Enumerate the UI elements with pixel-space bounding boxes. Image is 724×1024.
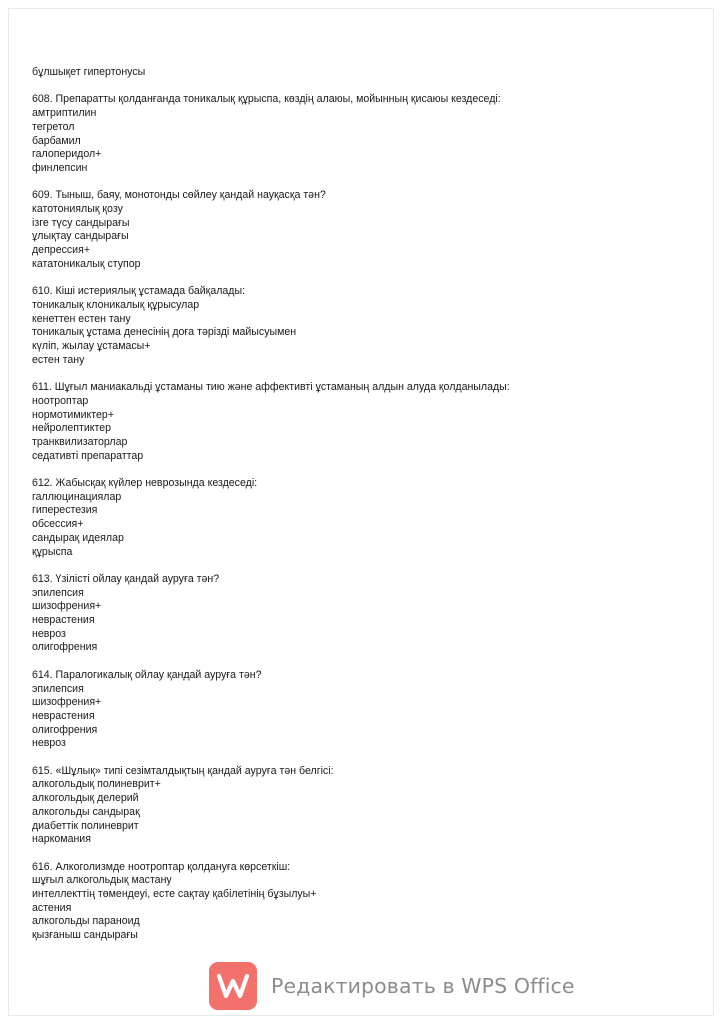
answer-option: алкогольдық делерий	[32, 792, 139, 805]
answer-option: ноотроптар	[32, 394, 89, 407]
question-block	[32, 765, 702, 847]
top-line: бұлшықет гипертонусы	[32, 66, 146, 78]
answer-option: ізге түсу сандырағы	[32, 216, 130, 229]
answer-option: катотониялық қозу	[32, 203, 123, 215]
answer-option: эпилепсия	[32, 682, 84, 695]
question-block	[32, 573, 702, 655]
question-text: 615. «Шұлық» типі сезімталдықтың қандай ауруға тән белгісі:	[32, 764, 334, 777]
answer-option: нормотимиктер+	[32, 408, 115, 421]
question-text: 609. Тыныш, баяу, монотонды сөйлеу қандай науқасқа тән?	[32, 189, 326, 202]
answer-option: интеллекттің төмендеуі, есте сақтау қабілетінің бұзылуы+	[32, 888, 317, 901]
answer-option: диабеттік полиневрит	[32, 819, 139, 832]
answer-option: гиперестезия	[32, 504, 98, 517]
answer-option: неврастения	[32, 614, 95, 627]
answer-option: тоникалық клоникалық құрысулар	[32, 298, 200, 311]
answer-option: күліп, жылау ұстамасы+	[32, 340, 151, 353]
question-block	[32, 285, 702, 367]
answer-option: амтриптилин	[32, 107, 97, 120]
document-body	[32, 66, 702, 943]
answer-option: алкогольды параноид	[32, 915, 140, 928]
answer-option: эпилепсия	[32, 586, 84, 599]
question-text: 616. Алкоголизмде ноотроптар қолдануға көрсеткіш:	[32, 860, 291, 873]
question-text: 610. Кіші истериялық ұстамада байқалады:	[32, 285, 246, 298]
answer-option: алкогольды сандырақ	[32, 805, 140, 818]
answer-option: қызғаныш сандырағы	[32, 929, 138, 942]
wps-edit-label: Редактировать в WPS Office	[271, 974, 575, 998]
answer-option: неврастения	[32, 709, 95, 722]
answer-option: финлепсин	[32, 161, 88, 174]
question-block	[32, 381, 702, 463]
answer-option: шизофрения+	[32, 600, 102, 613]
answer-option: естен тану	[32, 353, 85, 366]
answer-option: депрессия+	[32, 244, 91, 257]
answer-option: кататоникалық ступор	[32, 257, 141, 270]
question-block	[32, 861, 702, 943]
answer-option: обсессия+	[32, 518, 84, 531]
answer-option: невроз	[32, 627, 66, 640]
wps-w-icon	[216, 971, 250, 1001]
answer-option: ұлықтау сандырағы	[32, 230, 129, 243]
answer-option: олигофрения	[32, 641, 98, 654]
wps-edit-banner[interactable]	[209, 960, 575, 1012]
question-block	[32, 669, 702, 751]
question-text: 613. Үзілісті ойлау қандай ауруға тән?	[32, 572, 220, 585]
answer-option: невроз	[32, 737, 66, 750]
answer-option: тоникалық ұстама денесінің доға тәрізді майысуымен	[32, 326, 297, 339]
answer-option: транквилизаторлар	[32, 435, 128, 448]
answer-option: тегретол	[32, 120, 75, 133]
wps-logo-icon	[209, 962, 257, 1010]
answer-option: сандырақ идеялар	[32, 531, 124, 544]
question-text: 611. Шұғыл маниакальді ұстаманы тию және аффективті ұстаманың алдын алуда қолданылады:	[32, 381, 510, 394]
answer-option: алкогольдық полиневрит+	[32, 778, 161, 791]
answer-option: галлюцинациялар	[32, 490, 122, 503]
answer-option: құрыспа	[32, 545, 73, 558]
question-text: 608. Препаратты қолданғанда тоникалық құрыспа, көздің алаюы, мойынның қисаюы кездеседі:	[32, 93, 501, 106]
answer-option: наркомания	[32, 833, 91, 846]
question-block	[32, 93, 702, 175]
answer-option: нейролептиктер	[32, 422, 112, 435]
question-text: 614. Паралогикалық ойлау қандай ауруға тән?	[32, 668, 262, 681]
answer-option: барбамил	[32, 134, 81, 147]
question-text: 612. Жабысқақ күйлер неврозында кездеседі:	[32, 477, 258, 490]
answer-option: кенеттен естен тану	[32, 312, 131, 325]
answer-option: галоперидол+	[32, 148, 102, 161]
answer-option: седативті препараттар	[32, 449, 144, 462]
answer-option: астения	[32, 901, 72, 914]
answer-option: олигофрения	[32, 723, 98, 736]
question-block	[32, 189, 702, 271]
answer-option: шұғыл алкогольдық мастану	[32, 874, 172, 887]
answer-option: шизофрения+	[32, 696, 102, 709]
question-block	[32, 477, 702, 559]
